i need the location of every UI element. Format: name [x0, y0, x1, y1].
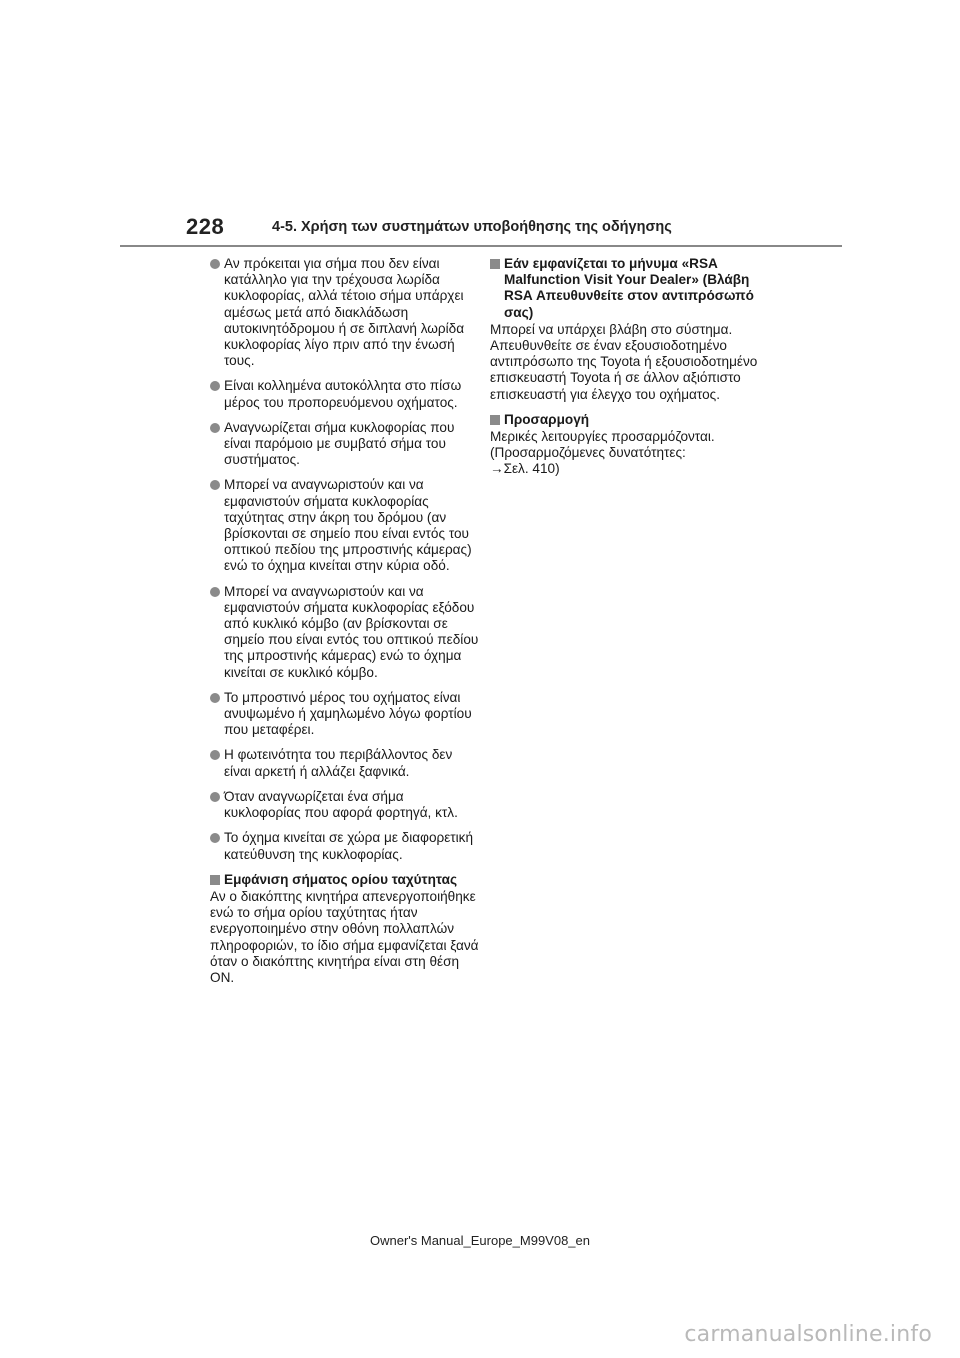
page-reference-link[interactable]: →Σελ. 410) — [490, 461, 560, 477]
section-heading-customization: Προσαρμογή — [490, 412, 760, 428]
heading-square-icon — [490, 259, 500, 269]
left-column — [210, 256, 480, 995]
list-item: Όταν αναγνωρίζεται ένα σήμα κυκλοφορίας που αφορά φορτηγά, κτλ. — [210, 789, 480, 821]
header-divider — [120, 245, 842, 247]
page-footer: Owner's Manual_Europe_M99V08_en — [369, 1233, 590, 1248]
section-title: 4-5. Χρήση των συστημάτων υποβοήθησης της οδήγησης — [272, 219, 672, 235]
right-column — [490, 256, 760, 487]
bullet-dot-icon — [210, 750, 220, 760]
bullet-dot-icon — [210, 381, 220, 391]
list-item: Το όχημα κινείται σε χώρα με διαφορετική κατεύθυνση της κυκλοφορίας. — [210, 830, 480, 862]
heading-square-icon — [490, 415, 500, 425]
bullet-dot-icon — [210, 259, 220, 269]
list-item: Αν πρόκειται για σήμα που δεν είναι κατάλληλο για την τρέχουσα λωρίδα κυκλοφορίας, αλλά τέτοιο σήμα υπάρχει αμέσως μετά από διακλάδωση αυτοκινητόδρομου ή σε διπλανή λωρίδα κυκλοφορίας λίγο πριν από την ένωσή τους. — [210, 256, 480, 369]
heading-square-icon — [210, 875, 220, 885]
bullet-dot-icon — [210, 480, 220, 490]
list-item: Το μπροστινό μέρος του οχήματος είναι ανυψωμένο ή χαμηλωμένο λόγω φορτίου που μεταφέρει. — [210, 690, 480, 739]
page-number: 228 — [186, 214, 225, 239]
speed-sign-paragraph: Αν ο διακόπτης κινητήρα απενεργοποιήθηκε ενώ το σήμα ορίου ταχύτητας ήταν ενεργοποιημένο στην οθόνη πολλαπλών πληροφοριών, το ίδιο σήμα εμφανίζεται ξανά όταν ο διακόπτης κινητήρα είναι στη θέση ON. — [210, 888, 479, 985]
section-heading-rsa-malfunction: Εάν εμφανίζεται το μήνυμα «RSA Malfunction Visit Your Dealer» (Βλάβη RSA Απευθυνθείτε στον αντιπρόσωπό σας) — [490, 256, 760, 321]
list-item: Μπορεί να αναγνωριστούν και να εμφανιστούν σήματα κυκλοφορίας εξόδου από κυκλικό κόμβο (αν βρίσκονται σε σημείο που είναι εντός του οπτικού πεδίου της μπροστινής κάμερας) ενώ το όχημα κινείται σε κυκλικό κόμβο. — [210, 584, 480, 681]
bullet-dot-icon — [210, 792, 220, 802]
list-item: Μπορεί να αναγνωριστούν και να εμφανιστούν σήματα κυκλοφορίας ταχύτητας στην άκρη του δρόμου (αν βρίσκονται σε σημείο που είναι εντός του οπτικού πεδίου της μπροστινής κάμερας) ενώ το όχημα κινείται στην κύρια οδό. — [210, 477, 480, 574]
list-item: Αναγνωρίζεται σήμα κυκλοφορίας που είναι παρόμοιο με συμβατό σήμα του συστήματος. — [210, 420, 480, 469]
bullet-dot-icon — [210, 833, 220, 843]
list-item: Η φωτεινότητα του περιβάλλοντος δεν είναι αρκετή ή αλλάζει ξαφνικά. — [210, 747, 480, 779]
bullet-dot-icon — [210, 587, 220, 597]
rsa-malfunction-paragraph: Μπορεί να υπάρχει βλάβη στο σύστημα. Απευθυνθείτε σε έναν εξουσιοδοτημένο αντιπρόσωπο της Toyota ή εξουσιοδοτημένο επισκευαστή Toyota ή σε άλλον αξιόπιστο επισκευαστή για έλεγχο του οχήματος. — [490, 321, 758, 402]
watermark: carmanualsonline.info — [684, 1322, 932, 1347]
section-heading-speed-sign: Εμφάνιση σήματος ορίου ταχύτητας — [210, 872, 480, 888]
page-header — [120, 208, 842, 248]
bullet-dot-icon — [210, 693, 220, 703]
customization-paragraph: Μερικές λειτουργίες προσαρμόζονται. (Προσαρμοζόμενες δυνατότητες: →Σελ. 410) — [490, 429, 715, 477]
list-item: Είναι κολλημένα αυτοκόλλητα στο πίσω μέρος του προπορευόμενου οχήματος. — [210, 378, 480, 410]
bullet-dot-icon — [210, 423, 220, 433]
